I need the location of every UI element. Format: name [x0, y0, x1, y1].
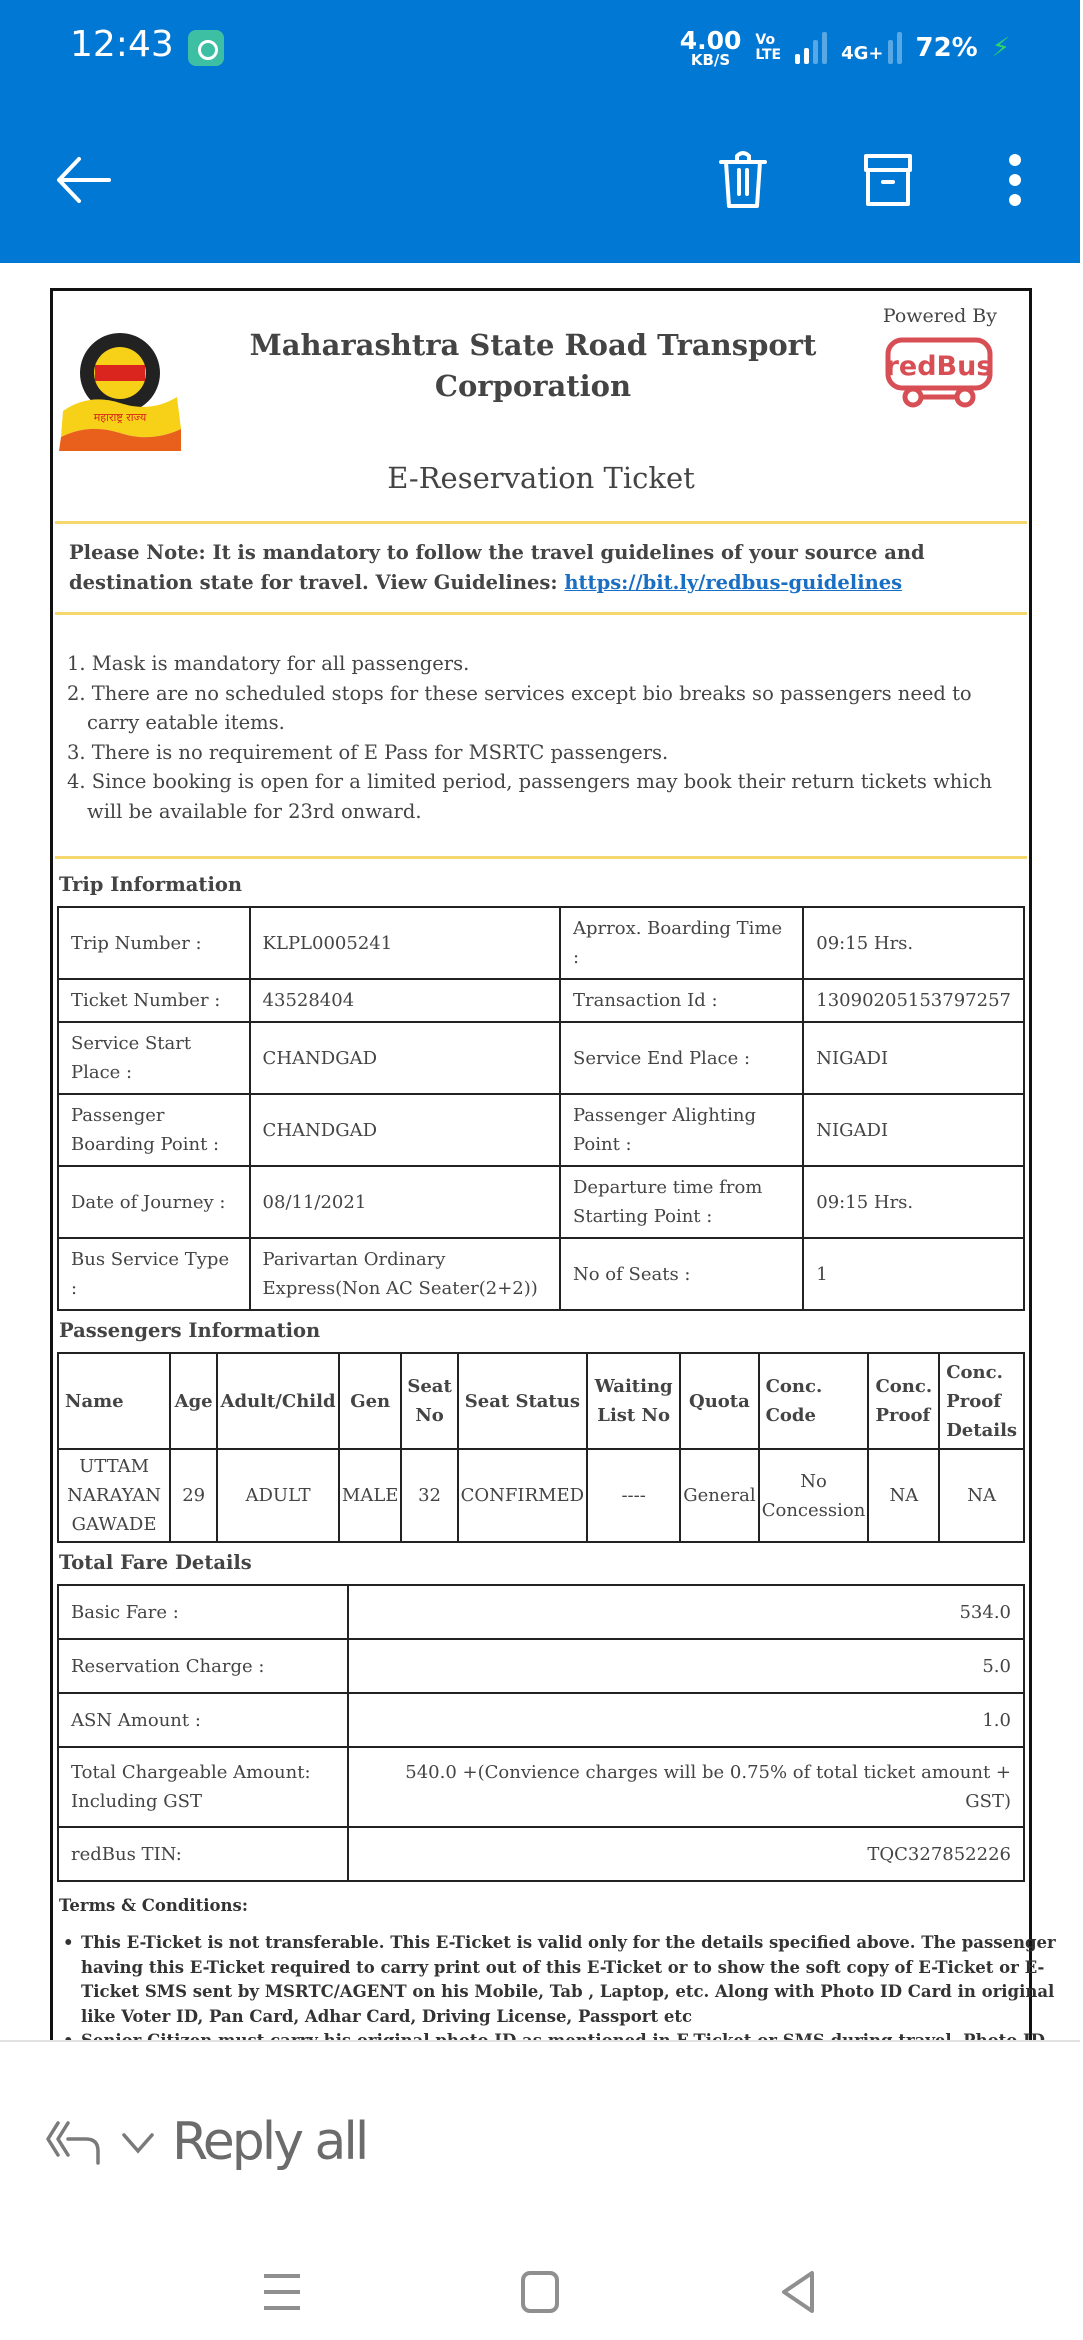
passenger-cell: General	[680, 1449, 758, 1542]
trip-info-label: Service Start Place :	[58, 1022, 250, 1094]
network-speed-value: 4.00	[679, 26, 742, 55]
recents-icon	[262, 2272, 302, 2312]
trip-info-value: Parivartan Ordinary Express(Non AC Seater(2+2))	[250, 1238, 560, 1310]
redbus-logo	[885, 337, 993, 409]
trip-info-row	[58, 907, 1024, 979]
terms-title: Terms & Conditions:	[59, 1896, 248, 1915]
back-arrow-icon	[53, 155, 113, 205]
svg-text:महाराष्ट्र राज्य: महाराष्ट्र राज्य	[93, 411, 147, 424]
passenger-column-header: Name	[58, 1353, 170, 1449]
delete-button[interactable]	[708, 145, 778, 215]
trip-info-value: NIGADI	[803, 1094, 1024, 1166]
redbus-logo-text: redBus	[885, 351, 993, 382]
trip-info-label: Transaction Id :	[560, 979, 803, 1022]
trip-info-label: Aprrox. Boarding Time :	[560, 907, 803, 979]
trip-info-label: Trip Number :	[58, 907, 250, 979]
passenger-cell: 32	[401, 1449, 457, 1542]
fare-label: Reservation Charge :	[58, 1639, 348, 1693]
fare-label: redBus TIN:	[58, 1827, 348, 1881]
status-time: 12:43	[70, 24, 174, 65]
trip-info-label: Passenger Boarding Point :	[58, 1094, 250, 1166]
travel-note	[53, 524, 1029, 612]
trip-info-row	[58, 1094, 1024, 1166]
trip-info-value: 1	[803, 1238, 1024, 1310]
trip-info-label: Bus Service Type :	[58, 1238, 250, 1310]
bottom-bar	[0, 2040, 1080, 2340]
trip-info-label: Ticket Number :	[58, 979, 250, 1022]
guideline-item: 3. There is no requirement of E Pass for MSRTC passengers.	[67, 740, 669, 764]
signal-sim1-icon	[795, 32, 827, 64]
passenger-cell: UTTAM NARAYAN GAWADE	[58, 1449, 170, 1542]
reply-all-button[interactable]	[44, 2092, 366, 2192]
charging-icon: ⚡	[991, 33, 1010, 63]
delete-icon	[713, 148, 773, 212]
trip-info-label: Service End Place :	[560, 1022, 803, 1094]
more-options-icon	[1005, 150, 1025, 210]
fare-row	[58, 1747, 1024, 1827]
travel-note-text: Please Note: It is mandatory to follow the travel guidelines of your source and destination state for travel. View Guidelines:	[69, 541, 925, 594]
passenger-column-header: Gen	[339, 1353, 402, 1449]
passenger-cell: MALE	[339, 1449, 402, 1542]
trip-info-value: NIGADI	[803, 1022, 1024, 1094]
notification-app-icon	[188, 30, 224, 66]
trip-info-value: 09:15 Hrs.	[803, 1166, 1024, 1238]
passenger-column-header: Seat Status	[458, 1353, 587, 1449]
volte-line2: LTE	[755, 47, 782, 63]
trip-info-value: 09:15 Hrs.	[803, 907, 1024, 979]
fare-value: TQC327852226	[348, 1827, 1024, 1881]
powered-by-label: Powered By	[882, 305, 997, 327]
fare-label: ASN Amount :	[58, 1693, 348, 1747]
trip-info-value: 08/11/2021	[250, 1166, 560, 1238]
trip-info-row	[58, 1238, 1024, 1310]
ticket-header	[53, 291, 1029, 495]
fare-row	[58, 1827, 1024, 1881]
trip-info-label: Passenger Alighting Point :	[560, 1094, 803, 1166]
fare-value: 1.0	[348, 1693, 1024, 1747]
passenger-cell: ----	[587, 1449, 680, 1542]
trip-info-row	[58, 1022, 1024, 1094]
passenger-column-header: Conc. Proof Details	[939, 1353, 1024, 1449]
passenger-cell: 29	[170, 1449, 217, 1542]
network-speed	[680, 28, 742, 68]
back-button[interactable]	[48, 145, 118, 215]
more-options-button[interactable]	[980, 145, 1050, 215]
passenger-cell: No Concession	[759, 1449, 869, 1542]
fare-details-title: Total Fare Details	[59, 1551, 252, 1574]
guidelines-link[interactable]: https://bit.ly/redbus-guidelines	[564, 571, 903, 594]
fare-label: Basic Fare :	[58, 1585, 348, 1639]
reply-all-label: Reply all	[172, 2112, 367, 2172]
guideline-item: 4. Since booking is open for a limited period, passengers may book their return tickets which will be available for 23rd onward.	[67, 770, 993, 823]
passenger-row	[58, 1449, 1024, 1542]
chevron-down-icon[interactable]	[118, 2127, 158, 2157]
fare-label: Total Chargeable Amount: Including GST	[58, 1747, 348, 1827]
trip-info-title: Trip Information	[59, 873, 243, 896]
nav-home-button[interactable]	[510, 2262, 570, 2322]
trip-info-value: 43528404	[250, 979, 560, 1022]
passengers-table	[57, 1352, 1025, 1543]
volte-line1: Vo	[755, 32, 776, 49]
archive-icon	[860, 150, 916, 210]
fare-row	[58, 1693, 1024, 1747]
fare-value: 540.0 +(Convience charges will be 0.75% of total ticket amount + GST)	[348, 1747, 1024, 1827]
trip-info-label: Departure time from Starting Point :	[560, 1166, 803, 1238]
trip-info-row	[58, 979, 1024, 1022]
passenger-column-header: Conc. Proof	[868, 1353, 939, 1449]
trip-info-label: Date of Journey :	[58, 1166, 250, 1238]
archive-button[interactable]	[853, 145, 923, 215]
msrtc-logo	[59, 329, 181, 451]
passenger-cell: NA	[868, 1449, 939, 1542]
guideline-item: 2. There are no scheduled stops for these services except bio breaks so passengers need to carry eatable items.	[67, 681, 972, 734]
passenger-column-header: Seat No	[401, 1353, 457, 1449]
fare-details-table	[57, 1584, 1025, 1882]
top-bar	[0, 0, 1080, 263]
volte-icon	[755, 33, 781, 62]
guideline-item: 1. Mask is mandatory for all passengers.	[67, 652, 470, 675]
fare-row	[58, 1639, 1024, 1693]
trip-info-value: KLPL0005241	[250, 907, 560, 979]
fare-value: 534.0	[348, 1585, 1024, 1639]
trip-info-label: No of Seats :	[560, 1238, 803, 1310]
nav-back-icon	[778, 2270, 818, 2314]
battery-level: 72%	[915, 33, 978, 63]
passengers-info-title: Passengers Information	[59, 1319, 321, 1342]
passenger-column-header: Age	[170, 1353, 217, 1449]
nav-recents-button[interactable]	[252, 2262, 312, 2322]
network-type: 4G+	[841, 43, 884, 64]
nav-back-button[interactable]	[768, 2262, 828, 2322]
ticket-title: E-Reservation Ticket	[387, 461, 695, 495]
trip-info-value: CHANDGAD	[250, 1022, 560, 1094]
organization-title: Maharashtra State Road Transport Corporation	[249, 328, 817, 403]
passenger-column-header: Conc. Code	[759, 1353, 869, 1449]
passenger-column-header: Waiting List No	[587, 1353, 680, 1449]
status-indicators	[680, 28, 1010, 68]
e-ticket-document	[50, 288, 1056, 2048]
trip-info-table	[57, 906, 1025, 1311]
trip-info-value: CHANDGAD	[250, 1094, 560, 1166]
signal-sim2-icon	[888, 32, 902, 64]
trip-info-value: 13090205153797257	[803, 979, 1024, 1022]
guidelines-list	[53, 615, 1029, 856]
fare-value: 5.0	[348, 1639, 1024, 1693]
terms-item: • This E-Ticket is not transferable. This E-Ticket is valid only for the details specified above. The passenger having this E-Ticket required to carry print out of this E-Ticket or to show the soft copy of E-Ticket or E-Ticket SMS sent by MSRTC/AGENT on his Mobile, Tab , Laptop, etc. Along with Photo ID Card in original like Voter ID, Pan Card, Adhar Card, Driving License, Passport etc	[61, 1931, 1083, 2029]
home-icon	[520, 2270, 560, 2314]
passenger-column-header: Quota	[680, 1353, 758, 1449]
passenger-cell: NA	[939, 1449, 1024, 1542]
fare-row	[58, 1585, 1024, 1639]
passenger-cell: CONFIRMED	[458, 1449, 587, 1542]
passenger-cell: ADULT	[217, 1449, 339, 1542]
passenger-column-header: Adult/Child	[217, 1353, 339, 1449]
trip-info-row	[58, 1166, 1024, 1238]
reply-all-icon	[44, 2117, 104, 2167]
network-speed-unit: KB/S	[690, 51, 731, 69]
